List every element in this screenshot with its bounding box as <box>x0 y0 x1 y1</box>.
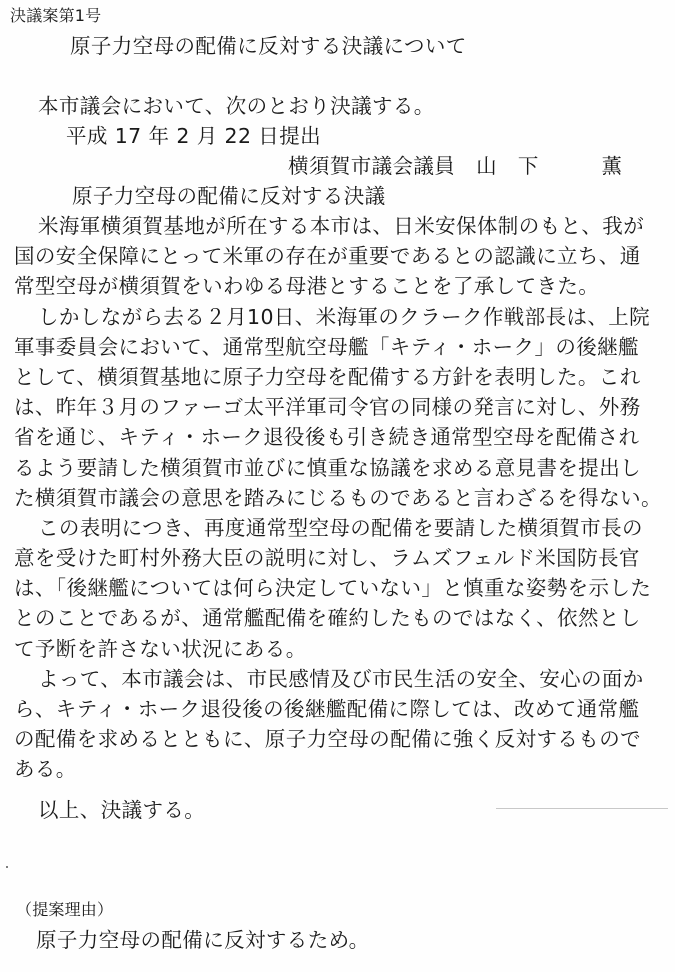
body-line: の配備を求めるとともに、原子力空母の配備に強く反対するもので <box>14 727 641 751</box>
resolution-title: 原子力空母の配備に反対する決議 <box>72 184 386 208</box>
body-line: 常型空母が横須賀をいわゆる母港とすることを了承してきた。 <box>14 274 600 298</box>
body-line: 米海軍横須賀基地が所在する本市は、日米安保体制のもと、我が <box>38 214 645 238</box>
body-line: るよう要請した横須賀市並びに慎重な協議を求める意見書を提出し <box>14 456 641 480</box>
body-line: た横須賀市議会の意思を踏みにじるものであると言わざるを得ない。 <box>14 486 662 510</box>
body-line: よって、本市議会は、市民感情及び市民生活の安全、安心の面か <box>38 667 644 691</box>
body-line: 意を受けた町村外務大臣の説明に対し、ラムズフェルド米国防長官 <box>14 546 640 570</box>
body-line: ら、キティ・ホーク退役後の後継艦配備に際しては、改めて通常艦 <box>14 697 640 721</box>
body-line: 国の安全保障にとって米軍の存在が重要であるとの認識に立ち、通 <box>14 244 641 268</box>
body-line: 軍事委員会において、通常型航空母艦「キティ・ホーク」の後継艦 <box>14 335 639 359</box>
body-line: ある。 <box>14 757 77 781</box>
body-line: として、横須賀基地に原子力空母を配備する方針を表明した。これ <box>14 365 641 389</box>
reason-text: 原子力空母の配備に反対するため。 <box>36 928 370 952</box>
body-line: は、昨年３月のファーゴ太平洋軍司令官の同様の発言に対し、外務 <box>14 395 641 419</box>
body-line: とのことであるが、通常艦配備を確約したものではなく、依然とし <box>14 606 641 630</box>
document-title: 原子力空母の配備に反対する決議について <box>70 34 467 58</box>
body-line: は、「後継艦については何ら決定していない」と慎重な姿勢を示した <box>14 576 652 600</box>
scan-artifact-dot <box>6 866 8 868</box>
intro-statement: 本市議会において、次のとおり決議する。 <box>38 94 435 118</box>
body-line: 省を通じ、キティ・ホーク退役後も引き続き通常型空母を配備され <box>14 425 640 449</box>
reason-label: （提案理由） <box>16 900 114 919</box>
submitter-name: 横須賀市議会議員 山 下 薫 <box>288 154 623 178</box>
body-line: て予断を許さない状況にある。 <box>14 637 307 661</box>
closing-line: 以上、決議する。 <box>38 798 206 822</box>
submitted-date: 平成 17 年 2 月 22 日提出 <box>66 124 322 148</box>
resolution-number: 決議案第1号 <box>10 6 102 25</box>
body-line: しかしながら去る２月10日、米海軍のクラーク作戦部長は、上院 <box>38 305 651 329</box>
body-line: この表明につき、再度通常型空母の配備を要請した横須賀市長の <box>38 516 643 540</box>
scan-artifact-line <box>496 808 668 809</box>
